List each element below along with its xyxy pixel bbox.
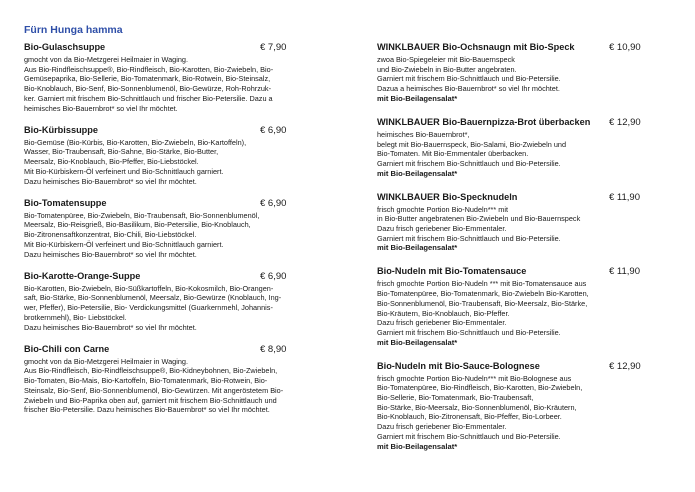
description-line: Garniert mit frischem Bio-Schnittlauch und Bio-Petersilie. <box>377 74 561 84</box>
menu-item-header <box>377 192 667 204</box>
description-line: Mit Bio-Kürbiskern-Öl verfeinert und Bio-Schnittlauch garniert. <box>24 239 224 249</box>
description-line: frischer Bio-Petersilie. Dazu heimisches Bio-Bauernbrot* so viel Ihr möchtet. <box>24 405 270 415</box>
menu-item <box>377 266 667 347</box>
menu-item-header <box>24 344 312 356</box>
description-line: Dazu heimisches Bio-Bauernbrot* so viel Ihr möchtet. <box>24 322 197 332</box>
description-line: Garniert mit frischem Bio-Schnittlauch und Bio-Petersilie. <box>377 158 561 168</box>
description-line: ker. Garniert mit frischem Bio-Schnittlauch und frischer Bio-Petersilie. Dazu a <box>24 93 273 103</box>
description-line: Bio-Kräutern, Bio-Knoblauch, Bio-Pfeffer. <box>377 308 510 318</box>
description-line: in Bio-Butter angebratenen Bio-Zwiebeln und Bio-Bauernspeck <box>377 214 581 224</box>
description-line: Bio-Knoblauch, Bio-Zitronensaft, Bio-Pfeffer, Bio-Lorbeer. <box>377 412 562 422</box>
dish-price: € 12,90 <box>609 116 641 128</box>
dish-price: € 11,90 <box>609 266 640 278</box>
description-line: frisch gmochte Portion Bio-Nudeln*** mit <box>377 204 508 214</box>
menu-item <box>24 271 312 333</box>
menu-item <box>24 344 312 415</box>
dish-name: Bio-Tomatensuppe <box>24 197 107 208</box>
description-line: gmocht von da Bio-Metzgerei Heilmaier in Waging. <box>24 55 188 64</box>
right-column <box>377 42 667 452</box>
description-line: und Bio-Zwiebeln in Bio-Butter angebraten. <box>377 64 517 74</box>
description-line: Garniert mit frischem Bio-Schnittlauch und Bio-Petersilie. <box>377 327 561 337</box>
description-line: wer, Pfeffer), Bio-Petersilie, Bio- Verdickungsmittel (Guarkernmehl, Johannis- <box>24 303 273 313</box>
description-line: Bio-Sellerie, Bio-Tomatenmark, Bio-Traubensaft, <box>377 393 534 403</box>
description-line: Dazu heimisches Bio-Bauernbrot* so viel Ihr möchtet. <box>24 176 197 186</box>
dish-name: Bio-Gulaschsuppe <box>24 42 106 52</box>
description-line: heimisches Bio-Bauernbrot*, <box>377 129 470 139</box>
side-salad-note: mit Bio-Beilagensalat* <box>377 243 458 253</box>
description-line: Mit Bio-Kürbiskern-Öl verfeinert und Bio-Schnittlauch garniert. <box>24 166 224 176</box>
description-line: Meersalz, Bio-Knoblauch, Bio-Pfeffer, Bio-Liebstöckel. <box>24 157 199 167</box>
description-line: Bio-Karotten, Bio-Zwiebeln, Bio-Süßkartoffeln, Bio-Kokosmilch, Bio-Orangen- <box>24 283 274 293</box>
description-line: Dazua a heimisches Bio-Bauernbrot* so viel Ihr möchtet. <box>377 84 560 94</box>
dish-price: € 6,90 <box>260 270 287 282</box>
menu-item-header <box>24 198 312 210</box>
description-line: Dazu frisch geriebener Bio-Emmentaler. <box>377 422 507 432</box>
dish-price: € 6,90 <box>260 124 287 136</box>
dish-description <box>24 211 312 260</box>
section-title: Fürn Hunga hamma <box>24 24 123 36</box>
menu-item-header <box>377 42 667 54</box>
menu-item <box>24 42 312 113</box>
dish-name: Bio-Nudeln mit Bio-Tomatensauce <box>377 266 527 277</box>
dish-price: € 6,90 <box>260 197 287 209</box>
description-line: Bio-Knoblauch, Bio-Senf, Bio-Sonnenblumenöl, Bio-Gewürze, Roh-Rohrzuk- <box>24 84 272 94</box>
dish-name: WINKLBAUER Bio-Specknudeln <box>377 191 518 202</box>
menu-item-header <box>24 271 312 283</box>
description-line: Zwiebeln und Bio-Paprika oben auf, garniert mit frischem Bio-Schnittlauch und <box>24 395 277 405</box>
description-line: Garniert mit frischem Bio-Schnittlauch und Bio-Petersilie. <box>377 431 561 441</box>
dish-name: WINKLBAUER Bio-Bauernpizza-Brot überbacken <box>377 116 591 127</box>
left-column <box>24 42 312 415</box>
description-line: gmocht von da Bio-Metzgerei Heilmaier in Waging. <box>24 356 188 366</box>
description-line: saft, Bio-Stärke, Bio-Sonnenblumenöl, Meersalz, Bio-Gewürze (Knoblauch, Ing- <box>24 293 282 303</box>
description-line: Meersalz, Bio-Reisgrieß, Bio-Basilikum, Bio-Petersilie, Bio-Knoblauch, <box>24 220 251 230</box>
side-salad-note: mit Bio-Beilagensalat* <box>377 93 458 103</box>
side-salad-note: mit Bio-Beilagensalat* <box>377 441 458 451</box>
menu-item <box>377 117 667 179</box>
description-line: Bio-Sonnenblumenöl, Bio-Traubensaft, Bio-Meersalz, Bio-Stärke, <box>377 298 588 308</box>
menu-item-header <box>24 42 312 54</box>
description-line: belegt mit Bio-Bauernspeck, Bio-Salami, Bio-Zwiebeln und <box>377 139 566 149</box>
menu-item-header <box>377 361 667 373</box>
description-line: Bio-Stärke, Bio-Meersalz, Bio-Sonnenblumenöl, Bio-Kräutern, <box>377 402 577 412</box>
description-line: Bio-Zitronensaftkonzentrat, Bio-Chili, Bio-Liebstöckel. <box>24 230 197 240</box>
dish-name: WINKLBAUER Bio-Ochsnaugn mit Bio-Speck <box>377 42 575 52</box>
menu-item-header <box>24 125 312 137</box>
side-salad-note: mit Bio-Beilagensalat* <box>377 168 458 178</box>
description-line: Dazu frisch geriebener Bio-Emmentaler. <box>377 318 507 328</box>
dish-price: € 7,90 <box>260 42 287 53</box>
menu-item <box>377 42 667 104</box>
dish-price: € 11,90 <box>609 191 640 203</box>
description-line: Dazu heimisches Bio-Bauernbrot* so viel Ihr möchtet. <box>24 249 197 259</box>
dish-price: € 10,90 <box>609 42 641 53</box>
description-line: Dazu frisch geriebener Bio-Emmentaler. <box>377 224 507 234</box>
description-line: Bio-Tomatenpüree, Bio-Rindfleisch, Bio-Karotten, Bio-Zwiebeln, <box>377 383 583 393</box>
dish-description <box>24 284 312 333</box>
menu-item <box>377 192 667 254</box>
description-line: Aus Bio-Rindfleisch, Bio-Rindfleischsuppe®, Bio-Kidneybohnen, Bio-Zwiebeln, <box>24 366 278 376</box>
description-line: Steinsalz, Bio-Senf, Bio-Sonnenblumenöl, Bio-Gewürzen. Mit angeröstetem Bio- <box>24 385 284 395</box>
description-line: Wasser, Bio-Traubensaft, Bio-Sahne, Bio-Stärke, Bio-Butter, <box>24 147 219 157</box>
menu-item-header <box>377 266 667 278</box>
dish-name: Bio-Karotte-Orange-Suppe <box>24 270 141 281</box>
description-line: Bio-Tomaten. Mit Bio-Emmentaler überbacken. <box>377 149 529 159</box>
description-line: Garniert mit frischem Bio-Schnittlauch und Bio-Petersilie. <box>377 233 561 243</box>
description-line: Bio-Tomatenpüree, Bio-Zwiebeln, Bio-Traubensaft, Bio-Sonnenblumenöl, <box>24 210 260 220</box>
dish-description <box>377 279 667 337</box>
dish-price: € 12,90 <box>609 360 641 372</box>
dish-description <box>377 55 667 94</box>
side-salad-note: mit Bio-Beilagensalat* <box>377 337 458 347</box>
dish-price: € 8,90 <box>260 343 287 355</box>
dish-name: Bio-Nudeln mit Bio-Sauce-Bolognese <box>377 360 540 371</box>
menu-item <box>377 361 667 452</box>
dish-description <box>377 205 667 244</box>
description-line: brotkernmehl), Bio- Liebstöckel. <box>24 312 127 322</box>
description-line: Aus Bio-Rindfleischsuppe®, Bio-Rindfleisch, Bio-Karotten, Bio-Zwiebeln, Bio- <box>24 64 274 74</box>
dish-description <box>377 374 667 442</box>
dish-description <box>24 55 312 113</box>
dish-name: Bio-Kürbissuppe <box>24 124 99 135</box>
description-line: Bio-Gemüse (Bio-Kürbis, Bio-Karotten, Bio-Zwiebeln, Bio-Kartoffeln), <box>24 137 247 147</box>
description-line: Bio-Tomatenpüree, Bio-Tomatenmark, Bio-Zwiebeln Bio-Karotten, <box>377 289 589 299</box>
menu-item <box>24 198 312 260</box>
menu-item <box>24 125 312 187</box>
description-line: zwoa Bio-Spiegeleier mit Bio-Bauernspeck <box>377 55 515 64</box>
description-line: Gemüsepaprika, Bio-Sellerie, Bio-Tomatenmark, Bio-Rotwein, Bio-Steinsalz, <box>24 74 271 84</box>
dish-description <box>377 130 667 169</box>
description-line: Bio-Tomaten, Bio-Mais, Bio-Kartoffeln, Bio-Tomatenmark, Bio-Rotwein, Bio- <box>24 376 268 386</box>
dish-name: Bio-Chili con Carne <box>24 343 110 354</box>
dish-description <box>24 138 312 187</box>
description-line: heimisches Bio-Bauernbrot* so viel Ihr möchtet. <box>24 103 178 113</box>
menu-item-header <box>377 117 667 129</box>
description-line: frisch gmochte Portion Bio-Nudeln*** mit Bio-Bolognese aus <box>377 373 572 383</box>
description-line: frisch gmochte Portion Bio-Nudeln *** mit Bio-Tomatensauce aus <box>377 279 587 289</box>
dish-description <box>24 357 312 415</box>
